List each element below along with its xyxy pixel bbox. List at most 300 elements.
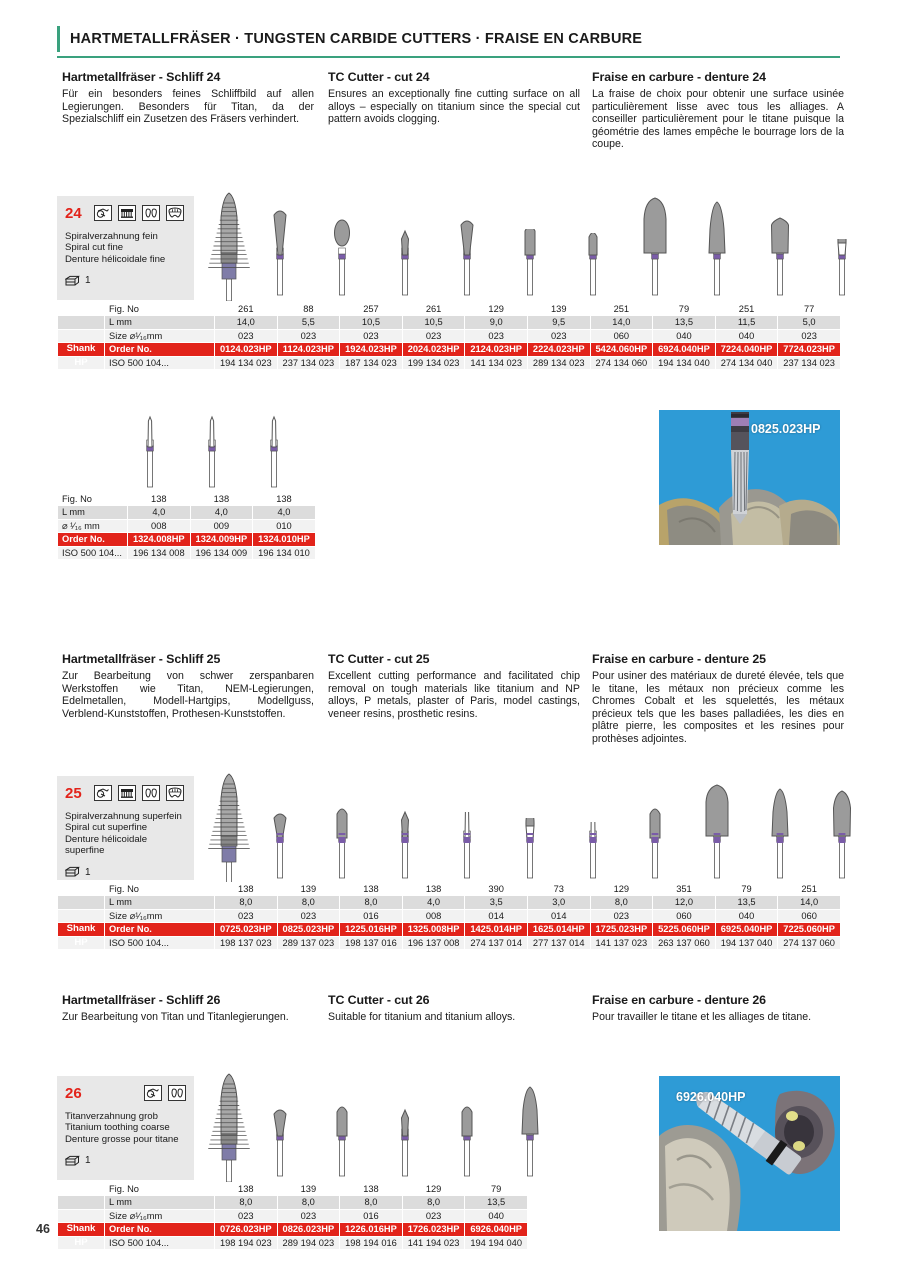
cell-order: 1324.008HP [128, 533, 191, 546]
cell-size: 060 [778, 909, 841, 922]
bur-large-cut24 [205, 189, 253, 301]
page-number: 46 [36, 1222, 50, 1236]
card24-description [65, 231, 186, 265]
cell-order: 7225.060HP [778, 923, 841, 936]
crown-bridge-icon [168, 1085, 186, 1101]
lab-bench-icon [118, 205, 136, 221]
cell-order: 6924.040HP [653, 343, 716, 356]
cell-fig: 139 [277, 883, 340, 896]
cell-size: 023 [778, 329, 841, 342]
cell-size: 040 [715, 329, 778, 342]
bur-1324.009HP [190, 413, 234, 493]
info-card-25 [57, 776, 194, 880]
cell-iso: 274 134 040 [715, 356, 778, 369]
card25-line-fr: Denture hélicoidale superfine [65, 833, 148, 856]
cell-size: 023 [402, 1209, 465, 1222]
cell-order: 0726.023HP [215, 1223, 278, 1236]
cell-fig: 251 [778, 883, 841, 896]
cell-iso: 277 137 014 [527, 936, 590, 949]
cell-order: 1325.008HP [402, 923, 465, 936]
bur-1726.023HP [445, 1106, 489, 1182]
card26-number: 26 [65, 1084, 82, 1102]
cell-len: 5,5 [277, 316, 340, 329]
cell-size: 016 [340, 1209, 403, 1222]
table-row [58, 316, 841, 329]
shank-cell [58, 316, 105, 329]
table-row [58, 896, 841, 909]
cell-fig: 129 [590, 883, 653, 896]
cell-len: 8,0 [340, 896, 403, 909]
cell-size: 023 [277, 1209, 340, 1222]
cell-order: 1225.016HP [340, 923, 403, 936]
card25-packaging [65, 866, 186, 878]
cell-iso: 289 194 023 [277, 1236, 340, 1249]
shank-cell [58, 909, 105, 922]
shank-cell: Shank [58, 1223, 105, 1236]
section24-text-de [62, 70, 314, 126]
cell-size: 008 [128, 519, 191, 532]
row-label: L mm [58, 506, 128, 519]
cell-len: 8,0 [590, 896, 653, 909]
box-icon [65, 1155, 80, 1167]
cell-len: 14,0 [590, 316, 653, 329]
cell-iso: 199 134 023 [402, 356, 465, 369]
cell-iso: 141 134 023 [465, 356, 528, 369]
cell-size: 023 [590, 909, 653, 922]
cell-iso: 237 134 023 [277, 356, 340, 369]
bur-0726.023HP [258, 1098, 302, 1182]
cell-size: 023 [465, 329, 528, 342]
section25-body-fr: Pour usiner des matériaux de dureté élevée, tels que le titane, les métaux non précieux comme les Chromes Cobalt et les squelettés, les métaux précieux tels que les bases palladiées, les dies en plâtre pierre, les composites et les resines pour prothèses adjointes. [592, 670, 844, 745]
cell-order: 5424.060HP [590, 343, 653, 356]
cell-fig: 139 [277, 1183, 340, 1196]
bur-2124.023HP [508, 229, 552, 301]
cell-len: 14,0 [215, 316, 278, 329]
cell-iso: 196 134 009 [190, 546, 253, 559]
page-header [57, 26, 840, 58]
lab-bench-icon [118, 785, 136, 801]
bur-6926.040HP [508, 1082, 552, 1182]
cell-iso: 196 134 010 [253, 546, 316, 559]
cell-fig: 138 [402, 883, 465, 896]
cell-order: 1924.023HP [340, 343, 403, 356]
bur-illustrations-24 [205, 186, 845, 301]
cell-iso: 198 194 016 [340, 1236, 403, 1249]
card24-line-de: Spiralverzahnung fein [65, 231, 158, 242]
cell-len: 3,0 [527, 896, 590, 909]
card24-packaging [65, 275, 186, 287]
row-label: ISO 500 104... [105, 1236, 215, 1249]
card26-pack-qty: 1 [85, 1155, 91, 1167]
card24-pack-qty: 1 [85, 275, 91, 287]
cell-size: 016 [340, 909, 403, 922]
cell-len: 4,0 [128, 506, 191, 519]
section26-body-fr: Pour travailler le titane et les alliages de titane. [592, 1011, 812, 1023]
section26-text-fr [592, 993, 844, 1024]
cell-len: 9,0 [465, 316, 528, 329]
cell-fig: 79 [653, 303, 716, 316]
shank-cell: Shank [58, 343, 105, 356]
cell-fig: 138 [253, 493, 316, 506]
section26-title-de: Hartmetallfräser - Schliff 26 [62, 993, 221, 1007]
header-divider [57, 56, 840, 58]
cell-order: 1226.016HP [340, 1223, 403, 1236]
row-label: Size ⌀¹⁄₁₆mm [105, 329, 215, 342]
cell-size: 023 [215, 1209, 278, 1222]
card24-number: 24 [65, 204, 82, 222]
shank-cell [58, 329, 105, 342]
handpiece-icon [144, 1085, 162, 1101]
cell-size: 014 [465, 909, 528, 922]
cell-size: 010 [253, 519, 316, 532]
bur-7225.060HP [820, 780, 864, 884]
table-cut24 [57, 302, 841, 370]
row-label: Order No. [105, 1223, 215, 1236]
cell-iso: 237 134 023 [778, 356, 841, 369]
cell-size: 060 [653, 909, 716, 922]
cell-order: 0725.023HP [215, 923, 278, 936]
shank-cell [58, 1196, 105, 1209]
section25-text-en [328, 652, 580, 720]
cell-size: 014 [527, 909, 590, 922]
cell-len: 10,5 [340, 316, 403, 329]
card25-number: 25 [65, 784, 82, 802]
bur-0826.023HP [320, 1094, 364, 1182]
cell-iso: 289 137 023 [277, 936, 340, 949]
cell-size: 040 [715, 909, 778, 922]
row-label: Order No. [105, 923, 215, 936]
table-row [58, 546, 316, 559]
cell-len: 13,5 [465, 1196, 528, 1209]
handpiece-icon [94, 205, 112, 221]
header-bar [57, 26, 840, 52]
section26-body-de: Zur Bearbeitung von Titan und Titanlegierungen. [62, 1011, 289, 1023]
card24-line-en: Spiral cut fine [65, 242, 124, 254]
cell-len: 8,0 [277, 896, 340, 909]
bur-1225.016HP [383, 802, 427, 884]
shank-cell [58, 1209, 105, 1222]
bur-6924.040HP [695, 197, 739, 301]
section26-title-fr: Fraise en carbure - denture 26 [592, 993, 766, 1007]
cell-fig: 251 [590, 303, 653, 316]
bur-illustrations-25 [205, 766, 845, 884]
card24-line-fr: Denture hélicoidale fine [65, 253, 166, 265]
cell-iso: 196 134 008 [128, 546, 191, 559]
cell-order: 1726.023HP [402, 1223, 465, 1236]
cell-order: 1324.009HP [190, 533, 253, 546]
box-icon [65, 866, 80, 878]
row-label: L mm [105, 1196, 215, 1209]
cell-fig: 138 [340, 1183, 403, 1196]
cell-fig: 139 [527, 303, 590, 316]
shank-cell: HP [58, 936, 105, 949]
cell-len: 10,5 [402, 316, 465, 329]
bur-2024.023HP [445, 209, 489, 301]
section25-title-en: TC Cutter - cut 25 [328, 652, 430, 666]
cell-len: 14,0 [778, 896, 841, 909]
cell-fig: 261 [215, 303, 278, 316]
row-label: Fig. No [105, 1183, 215, 1196]
table-row [58, 936, 841, 949]
cell-size: 023 [402, 329, 465, 342]
cell-fig: 261 [402, 303, 465, 316]
bur-0124.023HP [258, 203, 302, 301]
photo-6926-caption: 6926.040HP [676, 1090, 746, 1104]
cell-len: 8,0 [277, 1196, 340, 1209]
bur-7724.023HP [820, 239, 864, 301]
section25-title-de: Hartmetallfräser - Schliff 25 [62, 652, 221, 666]
handpiece-icon [94, 785, 112, 801]
section24-text-fr [592, 70, 844, 151]
cell-fig: 138 [215, 883, 278, 896]
section26-title-en: TC Cutter - cut 26 [328, 993, 430, 1007]
table-row [58, 506, 316, 519]
cell-size: 040 [465, 1209, 528, 1222]
shank-cell [58, 303, 105, 316]
card25-line-en: Spiral cut superfine [65, 822, 148, 834]
cell-size: 008 [402, 909, 465, 922]
table-cut24b [57, 492, 316, 560]
cell-order: 1725.023HP [590, 923, 653, 936]
cell-fig: 79 [715, 883, 778, 896]
cell-len: 8,0 [402, 1196, 465, 1209]
table-row [58, 1209, 528, 1222]
cell-len: 9,5 [527, 316, 590, 329]
bur-7224.040HP [758, 207, 802, 301]
row-label: ISO 500 104... [105, 356, 215, 369]
bur-1324.008HP [128, 413, 172, 493]
cell-len: 4,0 [253, 506, 316, 519]
cell-iso: 263 137 060 [653, 936, 716, 949]
box-icon [65, 275, 80, 287]
bur-1324.010HP [252, 413, 296, 493]
cell-order: 2224.023HP [527, 343, 590, 356]
cell-iso: 187 134 023 [340, 356, 403, 369]
section26-text-en [328, 993, 580, 1024]
row-label: ⌀ ¹⁄₁₆ mm [58, 519, 128, 532]
photo-0825-caption: 0825.023HP [751, 422, 821, 436]
cell-iso: 198 194 023 [215, 1236, 278, 1249]
cell-fig: 138 [215, 1183, 278, 1196]
section24-body-en: Ensures an exceptionally fine cutting surface on all alloys – especially on titanium since the special cut pattern avoids clogging. [328, 88, 580, 126]
bur-6925.040HP [758, 784, 802, 884]
cell-iso: 194 137 040 [715, 936, 778, 949]
section25-body-en: Excellent cutting performance and facilitated chip removal on tough materials like titanium and NP alloys, P metals, plaster of Paris, model castings, veneer resins, prosthetic resins. [328, 670, 580, 720]
table-row [58, 356, 841, 369]
cell-iso: 289 134 023 [527, 356, 590, 369]
cell-order: 1425.014HP [465, 923, 528, 936]
table-row [58, 533, 316, 546]
cell-fig: 251 [715, 303, 778, 316]
row-label: Size ⌀¹⁄₁₆mm [105, 909, 215, 922]
shank-cell: HP [58, 1236, 105, 1249]
table-row [58, 909, 841, 922]
bur-0825.023HP [320, 796, 364, 884]
cell-fig: 129 [465, 303, 528, 316]
card25-description [65, 811, 186, 856]
cell-iso: 141 194 023 [402, 1236, 465, 1249]
cell-iso: 274 137 014 [465, 936, 528, 949]
bur-large-cut25 [205, 770, 253, 884]
section24-text-en [328, 70, 580, 126]
section24-title-en: TC Cutter - cut 24 [328, 70, 430, 84]
cell-fig: 138 [190, 493, 253, 506]
cell-len: 8,0 [340, 1196, 403, 1209]
cell-order: 1625.014HP [527, 923, 590, 936]
cell-len: 8,0 [215, 1196, 278, 1209]
cell-iso: 198 137 016 [340, 936, 403, 949]
cell-fig: 138 [128, 493, 191, 506]
section25-text-fr [592, 652, 844, 746]
cell-len: 8,0 [215, 896, 278, 909]
section25-text-de [62, 652, 314, 720]
cell-fig: 77 [778, 303, 841, 316]
cell-iso: 198 137 023 [215, 936, 278, 949]
section24-title-de: Hartmetallfräser - Schliff 24 [62, 70, 221, 84]
card25-line-de: Spiralverzahnung superfein [65, 811, 182, 822]
row-label: Order No. [105, 343, 215, 356]
cell-len: 5,0 [778, 316, 841, 329]
shank-cell [58, 1183, 105, 1196]
card24-icon-row [65, 202, 186, 224]
cell-order: 5225.060HP [653, 923, 716, 936]
row-label: ISO 500 104... [105, 936, 215, 949]
cell-len: 3,5 [465, 896, 528, 909]
table-row [58, 519, 316, 532]
card25-pack-qty: 1 [85, 866, 91, 878]
section25-title-fr: Fraise en carbure - denture 25 [592, 652, 766, 666]
row-label: L mm [105, 316, 215, 329]
cell-size: 023 [340, 329, 403, 342]
row-label: Fig. No [58, 493, 128, 506]
cell-len: 4,0 [402, 896, 465, 909]
cell-order: 7724.023HP [778, 343, 841, 356]
card26-line-de: Titanverzahnung grob [65, 1111, 158, 1122]
table-row [58, 303, 841, 316]
cell-iso: 194 194 040 [465, 1236, 528, 1249]
bur-2224.023HP [571, 233, 615, 301]
photo-0825 [659, 410, 840, 545]
card26-line-fr: Denture grosse pour titane [65, 1133, 179, 1145]
cell-order: 2124.023HP [465, 343, 528, 356]
bur-1124.023HP [320, 211, 364, 301]
bur-5424.060HP [633, 193, 677, 301]
cell-iso: 194 134 040 [653, 356, 716, 369]
bur-1924.023HP [383, 221, 427, 301]
section26-text-de [62, 993, 314, 1024]
crown-bridge-icon [142, 205, 160, 221]
cell-fig: 79 [465, 1183, 528, 1196]
cell-order: 0826.023HP [277, 1223, 340, 1236]
section24-title-fr: Fraise en carbure - denture 24 [592, 70, 766, 84]
cell-size: 040 [653, 329, 716, 342]
cell-fig: 129 [402, 1183, 465, 1196]
card26-description [65, 1111, 186, 1145]
cell-size: 023 [215, 909, 278, 922]
section25-body-de: Zur Bearbeitung von schwer zerspanbaren Werkstoffen wie Titan, NEM-Legierungen, Edelmetallen, Modell-Hartgips, Modellguss, Verblend-Kunststoffen, Prothesen-Kunststoffen. [62, 670, 314, 720]
cell-order: 0825.023HP [277, 923, 340, 936]
cell-iso: 141 137 023 [590, 936, 653, 949]
cell-order: 7224.040HP [715, 343, 778, 356]
section24-body-de: Für ein besonders feines Schliffbild auf allen Legierungen. Besonders für Titan, da der Spezialschliff ein Zusetzen des Fräsers verhindert. [62, 88, 314, 126]
section26-body-en: Suitable for titanium and titanium alloys. [328, 1011, 516, 1023]
cell-size: 023 [215, 329, 278, 342]
bur-1325.008HP [445, 812, 489, 884]
bur-illustrations-26 [205, 1066, 585, 1182]
shank-cell [58, 896, 105, 909]
table-row [58, 1196, 528, 1209]
table-row [58, 329, 841, 342]
cell-fig: 351 [653, 883, 716, 896]
denture-icon [166, 785, 184, 801]
cell-len: 12,0 [653, 896, 716, 909]
card26-packaging [65, 1155, 186, 1167]
row-label: Size ⌀¹⁄₁₆mm [105, 1209, 215, 1222]
cell-fig: 73 [527, 883, 590, 896]
bur-1226.016HP [383, 1100, 427, 1182]
denture-icon [166, 205, 184, 221]
cell-size: 060 [590, 329, 653, 342]
cell-len: 4,0 [190, 506, 253, 519]
cell-len: 13,5 [715, 896, 778, 909]
table-row [58, 343, 841, 356]
shank-cell: HP [58, 356, 105, 369]
cell-fig: 138 [340, 883, 403, 896]
row-label: L mm [105, 896, 215, 909]
row-label: Order No. [58, 533, 128, 546]
cell-order: 0124.023HP [215, 343, 278, 356]
cell-iso: 274 137 060 [778, 936, 841, 949]
cell-order: 1324.010HP [253, 533, 316, 546]
table-row [58, 1223, 528, 1236]
table-row [58, 923, 841, 936]
bur-1725.023HP [633, 800, 677, 884]
table-cut25 [57, 882, 841, 950]
cell-order: 6925.040HP [715, 923, 778, 936]
table-row [58, 493, 316, 506]
info-card-26 [57, 1076, 194, 1180]
cell-order: 6926.040HP [465, 1223, 528, 1236]
section24-body-fr: La fraise de choix pour obtenir une surface usinée particulièrement lisse avec tous les alliages. A conseiller particulièrement pour le titane puisque la géométrie des lames empêche le bourrage lors de la coupe. [592, 88, 844, 151]
crown-bridge-icon [142, 785, 160, 801]
shank-cell: Shank [58, 923, 105, 936]
cell-iso: 274 134 060 [590, 356, 653, 369]
cell-fig: 88 [277, 303, 340, 316]
bur-1625.014HP [571, 822, 615, 884]
cell-size: 023 [277, 329, 340, 342]
table-row [58, 1183, 528, 1196]
photo-6926 [659, 1076, 840, 1231]
bur-1425.014HP [508, 818, 552, 884]
cell-size: 023 [527, 329, 590, 342]
row-label: ISO 500 104... [58, 546, 128, 559]
table-row [58, 883, 841, 896]
cell-iso: 194 134 023 [215, 356, 278, 369]
shank-cell [58, 883, 105, 896]
bur-5225.060HP [695, 780, 739, 884]
cell-len: 11,5 [715, 316, 778, 329]
bur-0725.023HP [258, 802, 302, 884]
row-label: Fig. No [105, 303, 215, 316]
page-title: HARTMETALLFRÄSER · TUNGSTEN CARBIDE CUTTERS · FRAISE EN CARBURE [70, 31, 643, 47]
table-row [58, 1236, 528, 1249]
row-label: Fig. No [105, 883, 215, 896]
cell-size: 023 [277, 909, 340, 922]
card26-icon-row [65, 1082, 186, 1104]
cell-len: 13,5 [653, 316, 716, 329]
table-cut26 [57, 1182, 528, 1250]
cell-order: 2024.023HP [402, 343, 465, 356]
